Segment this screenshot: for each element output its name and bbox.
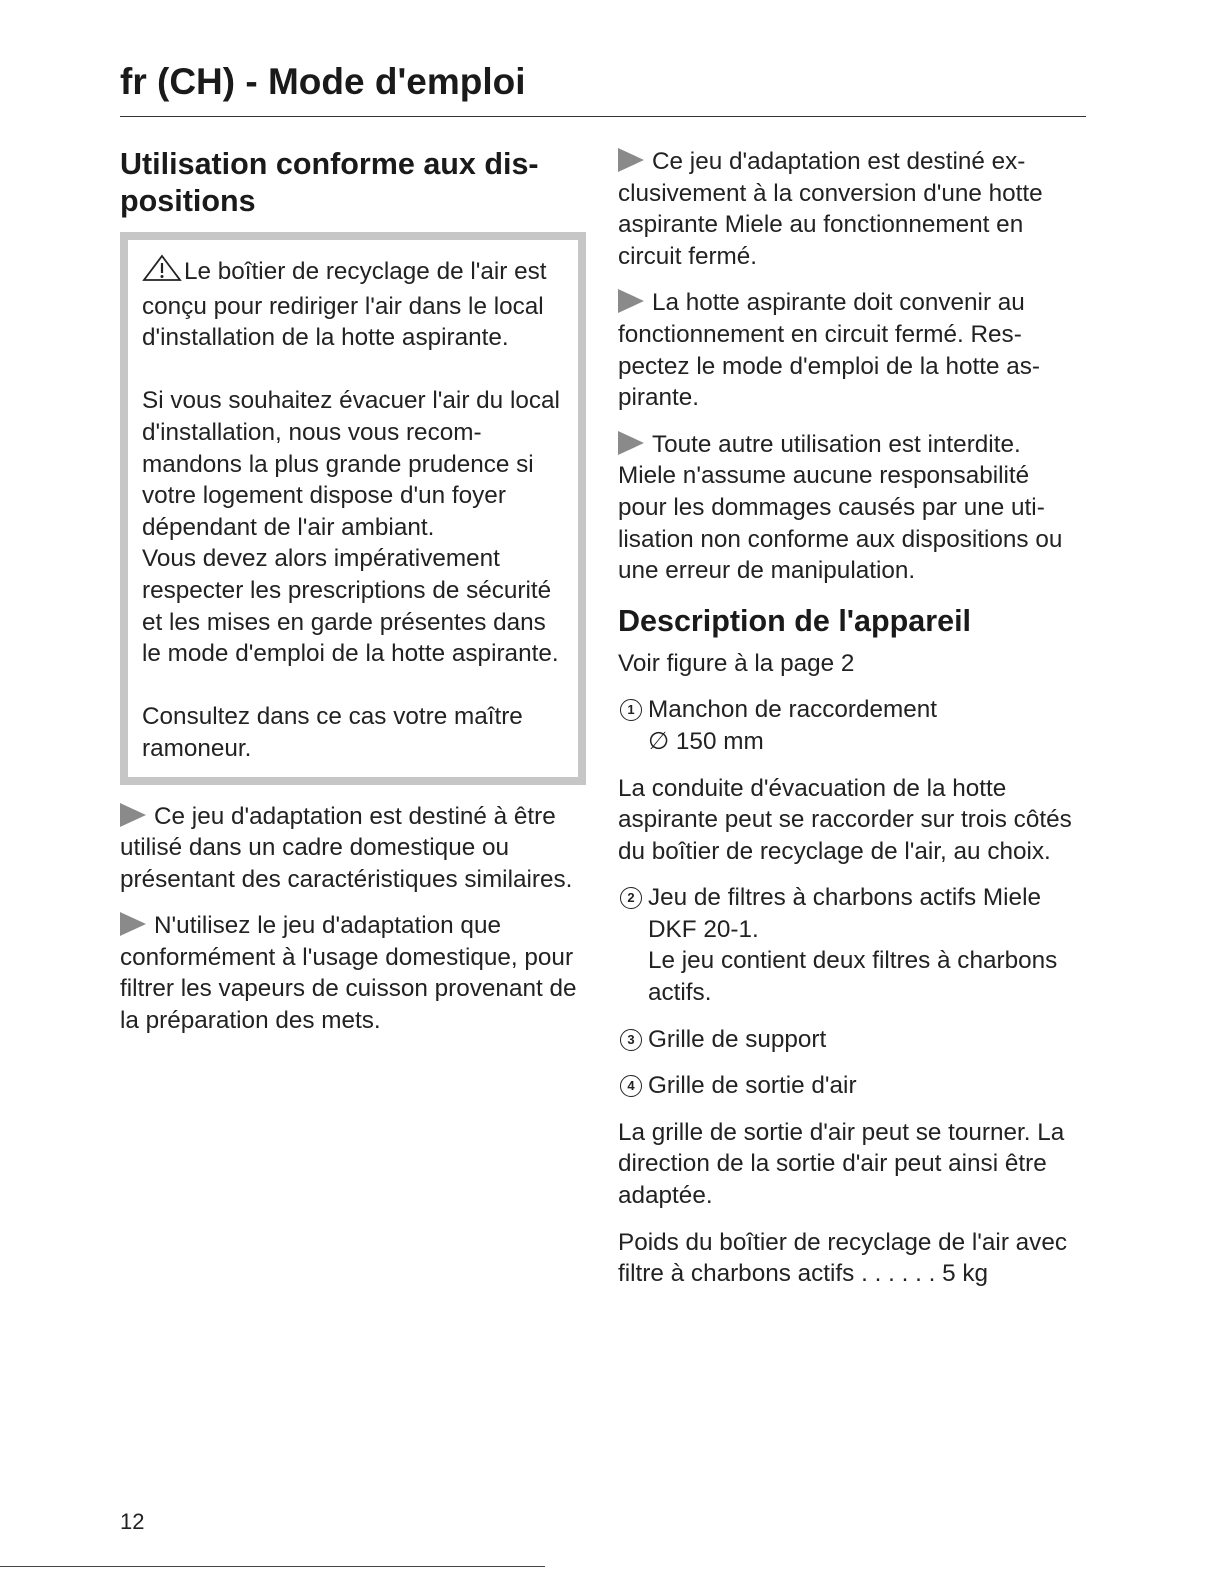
page-header [120, 58, 1086, 117]
warning-paragraph-2: Si vous souhaitez évacuer l'air du local d'installation, nous vous recommandons la plus grande prudence si votre logement dispose d'un foyer dépendant de l'air ambiant. [142, 387, 560, 541]
arrow-icon [618, 431, 644, 455]
bullet-paragraph [120, 910, 586, 1036]
arrow-icon [618, 289, 644, 313]
item-4-label: Grille de sortie d'air [648, 1072, 857, 1100]
right-column [618, 146, 1084, 1305]
warning-box [120, 232, 586, 785]
circled-number-1-icon: 1 [620, 699, 642, 721]
numbered-item-3 [618, 1024, 1084, 1056]
page-number: 12 [120, 1509, 145, 1534]
arrow-icon [618, 148, 644, 172]
numbered-item-1 [618, 694, 1084, 757]
grille-paragraph: La grille de sortie d'air peut se tourner. La direction de la sortie d'air peut ainsi être adaptée. [618, 1118, 1065, 1210]
bullet-text: La hotte aspirante doit convenir au fonctionnement en circuit fermé. Respectez le mode d'emploi de la hotte aspirante. [618, 289, 1040, 412]
section-heading-description: Description de l'appareil [618, 603, 972, 638]
circled-number-3-icon: 3 [620, 1029, 642, 1051]
weight-paragraph: Poids du boîtier de recyclage de l'air avec filtre à charbons actifs . . . . . . 5 kg [618, 1228, 1067, 1288]
bullet-text: Toute autre utilisation est interdite. Miele n'assume aucune responsabilité pour les dommages causés par une utilisation non conforme aux dispositions ou une erreur de manipulation. [618, 430, 1063, 585]
bullet-paragraph [618, 429, 1084, 587]
arrow-icon [120, 912, 146, 936]
section-heading-usage-line2: positions [120, 184, 256, 218]
warning-triangle-icon [142, 254, 182, 291]
circled-number-4-icon: 4 [620, 1075, 642, 1097]
item-3-label: Grille de support [648, 1025, 827, 1053]
numbered-item-4 [618, 1070, 1084, 1102]
warning-text-1: Le boîtier de recyclage de l'air est conçu pour rediriger l'air dans le local d'installation de la hotte aspirante. [142, 258, 547, 352]
section-heading-usage-line1: Utilisation conforme aux dis- [120, 147, 539, 181]
bullet-paragraph [618, 146, 1084, 272]
warning-paragraph-1 [142, 254, 562, 354]
page-title: fr (CH) - Mode d'emploi [120, 61, 526, 102]
bullet-text: Ce jeu d'adaptation est destiné à être utilisé dans un cadre domestique ou présentant des caractéristiques similaires. [120, 802, 573, 893]
item-1-label: Manchon de raccordement [648, 696, 938, 724]
item-2-label: Jeu de filtres à charbons actifs Miele DKF 20-1. [648, 884, 1041, 943]
bullet-text: N'utilisez le jeu d'adaptation que conformément à l'usage domestique, pour filtrer les vapeurs de cuisson provenant de la préparation des mets. [120, 912, 577, 1035]
section-heading-usage [120, 146, 586, 220]
header-divider [120, 116, 1086, 117]
warning-paragraph-3: Vous devez alors impérativement respecter les prescriptions de sécurité et les mises en garde présentes dans le mode d'emploi de la hotte aspirante. [142, 545, 559, 668]
bullet-text: Ce jeu d'adaptation est destiné exclusivement à la conversion d'une hotte aspirante Miele au fonctionnement en circuit fermé. [618, 148, 1043, 270]
left-column [120, 146, 586, 1052]
conduit-paragraph: La conduite d'évacuation de la hotte aspirante peut se raccorder sur trois côtés du boîtier de recyclage de l'air, au choix. [618, 774, 1072, 865]
item-1-detail: ∅ 150 mm [648, 727, 764, 755]
numbered-item-2 [618, 882, 1084, 1008]
bullet-paragraph [120, 801, 586, 896]
bullet-paragraph [618, 287, 1084, 413]
arrow-icon [120, 803, 146, 827]
see-figure-text: Voir figure à la page 2 [618, 649, 855, 677]
warning-paragraph-4: Consultez dans ce cas votre maître ramoneur. [142, 703, 523, 762]
item-2-detail: Le jeu contient deux filtres à charbons actifs. [648, 947, 1058, 1007]
circled-number-2-icon: 2 [620, 887, 642, 909]
bottom-divider [0, 1566, 545, 1567]
